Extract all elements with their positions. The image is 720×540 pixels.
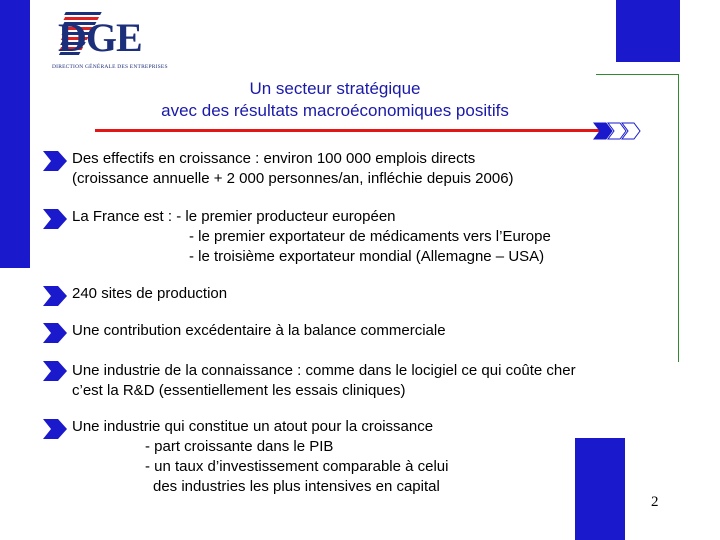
bullet-2-line-1: La France est : - le premier producteur européen [72, 208, 396, 225]
bullet-3-line-1: 240 sites de production [72, 285, 228, 302]
arrow-bullet-icon [42, 285, 68, 307]
arrow-bullet-icon [42, 418, 68, 440]
bullet-1-line-1: Des effectifs en croissance : environ 100 000 emplois directs [72, 150, 476, 167]
arrow-bullet-icon [42, 150, 68, 172]
arrow-bullet-icon [42, 322, 68, 344]
bullet-4 [72, 321, 446, 341]
slide-title [100, 78, 570, 122]
bullet-5-line-2: c’est la R&D (essentiellement les essais cliniques) [72, 382, 406, 399]
bullet-6-line-4: des industries les plus intensives en capital [153, 478, 440, 495]
chevrons-right-icon [592, 122, 648, 140]
arrow-bullet-icon [42, 360, 68, 382]
bullet-3 [72, 284, 227, 304]
bullet-1-line-2: (croissance annuelle + 2 000 personnes/an, infléchie depuis 2006) [72, 170, 514, 187]
green-vertical-rule [678, 74, 679, 362]
arrow-bullet-icon [42, 208, 68, 230]
green-horizontal-rule [596, 74, 679, 75]
page-number: 2 [651, 494, 659, 510]
bullet-2 [72, 207, 551, 267]
bullet-1 [72, 149, 514, 189]
top-right-accent-block [616, 0, 680, 62]
bullet-6-line-1: Une industrie qui constitue un atout pour la croissance [72, 418, 434, 435]
bullet-6-line-2: - part croissante dans le PIB [145, 438, 334, 455]
bullet-5-line-1: Une industrie de la connaissance : comme dans le locigiel ce qui coûte cher [72, 362, 576, 379]
bottom-right-accent-block [575, 438, 625, 540]
red-title-rule [95, 129, 600, 132]
logo-subtitle: DIRECTION GÉNÉRALE DES ENTREPRISES [52, 64, 168, 70]
left-accent-bar [0, 0, 30, 268]
bullet-2-line-3: - le troisième exportateur mondial (Allemagne – USA) [189, 248, 545, 265]
title-line-2: avec des résultats macroéconomiques positifs [161, 101, 509, 120]
bullet-5 [72, 361, 576, 401]
bullet-6-line-3: - un taux d’investissement comparable à celui [145, 458, 449, 475]
bullet-4-line-1: Une contribution excédentaire à la balance commerciale [72, 322, 446, 339]
title-line-1: Un secteur stratégique [249, 79, 421, 98]
bullet-2-line-2: - le premier exportateur de médicaments vers l’Europe [189, 228, 551, 245]
bullet-6 [72, 417, 449, 497]
logo-wordmark: DGE [58, 15, 142, 60]
